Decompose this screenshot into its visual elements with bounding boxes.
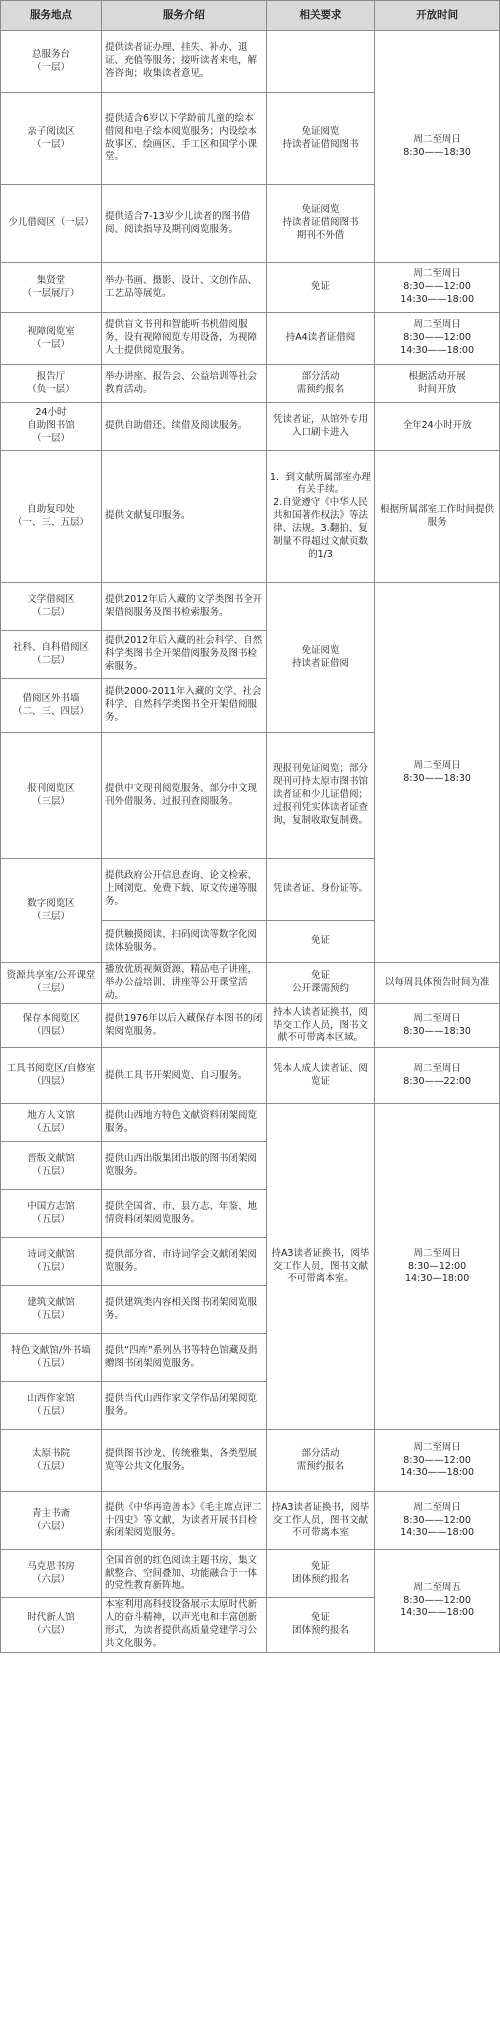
location-cell: 地方人文馆 （五层） <box>1 1104 102 1142</box>
location-cell: 中国方志馆 （五层） <box>1 1190 102 1238</box>
table-row <box>1 31 500 93</box>
requirements-cell: 免证 团体预约报名 <box>266 1550 375 1598</box>
location-cell: 集贤堂 （一层展厅） <box>1 263 102 313</box>
opening-hours-cell: 全年24小时开放 <box>375 403 500 451</box>
requirements-cell: 免证阅览 持读者证借阅 <box>266 583 375 733</box>
opening-hours-cell: 根据活动开展 时间开放 <box>375 365 500 403</box>
opening-hours-cell: 周二至周五 8:30——12:00 14:30——18:00 <box>375 1550 500 1652</box>
table-row <box>1 365 500 403</box>
service-description-cell: 提供建筑类内容相关图书闭架阅览服务。 <box>102 1286 267 1334</box>
location-cell: 社科、自科借阅区 （二层） <box>1 631 102 679</box>
location-cell: 自助复印处 （一、三、五层） <box>1 451 102 583</box>
table-row <box>1 1004 500 1048</box>
opening-hours-cell: 周二至周日 8:30——12:00 14:30——18:00 <box>375 313 500 365</box>
service-description-cell: 提供触摸阅读、扫码阅读等数字化阅读体验服务。 <box>102 921 267 963</box>
service-description-cell: 播放优质视频资源、精品电子讲座，举办公益培训、讲座等公开课堂活动。 <box>102 963 267 1004</box>
requirements-cell: 凭本人成人读者证、阅览证 <box>266 1048 375 1104</box>
opening-hours-cell: 根据所属部室工作时间提供服务 <box>375 451 500 583</box>
service-description-cell: 本室利用高科技设备展示太原时代新人的奋斗精神，以声光电和丰富创新形式，为读者提供高质量党建学习公共文化服务。 <box>102 1598 267 1652</box>
service-description-cell: 提供读者证办理、挂失、补办、退证、充值等服务；接听读者来电，解答咨询；收集读者意见。 <box>102 31 267 93</box>
service-description-cell: 提供山西地方特色文献资料闭架阅览服务。 <box>102 1104 267 1142</box>
service-description-cell: 提供文献复印服务。 <box>102 451 267 583</box>
table-row <box>1 1430 500 1492</box>
opening-hours-cell: 周二至周日 8:30——12:00 14:30——18:00 <box>375 263 500 313</box>
location-cell: 数字阅览区 （三层） <box>1 859 102 963</box>
service-description-cell: 提供“四库”系列丛书等特色馆藏及捐赠图书闭架阅览服务。 <box>102 1334 267 1382</box>
opening-hours-cell: 周二至周日 8:30——18:30 <box>375 31 500 263</box>
table-row <box>1 1550 500 1598</box>
opening-hours-cell: 以每周具体预告时间为准 <box>375 963 500 1004</box>
location-cell: 24小时 自助图书馆 （一层） <box>1 403 102 451</box>
opening-hours-cell: 周二至周日 8:30—12:00 14:30—18:00 <box>375 1104 500 1430</box>
service-description-cell: 提供自助借还、续借及阅读服务。 <box>102 403 267 451</box>
requirements-cell: 1．到文献所属部室办理有关手续。 2.自觉遵守《中华人民共和国著作权法》等法律、法规。3.翻拍、复制量不得超过文献页数的1/3 <box>266 451 375 583</box>
opening-hours-cell: 周二至周日 8:30——18:30 <box>375 1004 500 1048</box>
requirements-cell: 免证阅览 持读者证借阅图书 期刊不外借 <box>266 185 375 263</box>
service-description-cell: 提供《中华再造善本》《毛主席点评二十四史》等文献，为读者开展书目检索闭架阅览服务。 <box>102 1492 267 1550</box>
location-cell: 保存本阅览区 （四层） <box>1 1004 102 1048</box>
table-row <box>1 403 500 451</box>
location-cell: 文学借阅区 （二层） <box>1 583 102 631</box>
header-row <box>1 1 500 31</box>
service-description-cell: 举办讲座、报告会、公益培训等社会教育活动。 <box>102 365 267 403</box>
opening-hours-cell: 周二至周日 8:30——18:30 <box>375 583 500 963</box>
opening-hours-cell: 周二至周日 8:30——22:00 <box>375 1048 500 1104</box>
requirements-cell: 免证 <box>266 263 375 313</box>
location-cell: 太原书院 （五层） <box>1 1430 102 1492</box>
table-row <box>1 963 500 1004</box>
location-cell: 亲子阅读区 （一层） <box>1 93 102 185</box>
service-description-cell: 举办书画、摄影、设计、文创作品、工艺品等展览。 <box>102 263 267 313</box>
location-cell: 报刊阅览区 （三层） <box>1 733 102 859</box>
location-cell: 诗词文献馆 （五层） <box>1 1238 102 1286</box>
service-description-cell: 提供中文现刊阅览服务、部分中文现刊外借服务、过报刊查阅服务。 <box>102 733 267 859</box>
requirements-cell: 持A3读者证换书，阅毕交工作人员，图书文献不可带离本室。 <box>266 1104 375 1430</box>
header-requirements: 相关要求 <box>266 1 375 31</box>
location-cell: 时代新人馆 （六层） <box>1 1598 102 1652</box>
requirements-cell: 部分活动 需预约报名 <box>266 1430 375 1492</box>
table-header <box>1 1 500 31</box>
service-description-cell: 提供盲文书刊和智能听书机借阅服务，设有视障阅览专用设备，为视障人士提供阅览服务。 <box>102 313 267 365</box>
table-body <box>1 31 500 1653</box>
opening-hours-cell: 周二至周日 8:30——12:00 14:30——18:00 <box>375 1430 500 1492</box>
service-description-cell: 提供1976年以后入藏保存本图书的闭架阅览服务。 <box>102 1004 267 1048</box>
service-description-cell: 提供工具书开架阅览、自习服务。 <box>102 1048 267 1104</box>
requirements-cell <box>266 31 375 93</box>
location-cell: 特色文献馆/外书墙 （五层） <box>1 1334 102 1382</box>
location-cell: 报告厅 （负一层） <box>1 365 102 403</box>
service-description-cell: 提供全国省、市、县方志、年鉴、地情资料闭架阅览服务。 <box>102 1190 267 1238</box>
header-service: 服务介绍 <box>102 1 267 31</box>
location-cell: 资源共享室/公开课堂 （三层） <box>1 963 102 1004</box>
location-cell: 晋版文献馆 （五层） <box>1 1142 102 1190</box>
table-row <box>1 1104 500 1142</box>
location-cell: 视障阅览室 （一层） <box>1 313 102 365</box>
service-description-cell: 提供政府公开信息查询、论文检索、上网浏览、免费下载、原文传递等服务。 <box>102 859 267 921</box>
service-description-cell: 全国首创的红色阅读主题书房，集文献整合、空间叠加、功能融合于一体的党性教育新阵地。 <box>102 1550 267 1598</box>
service-description-cell: 提供适合7-13岁少儿读者的图书借阅、阅读指导及期刊阅览服务。 <box>102 185 267 263</box>
requirements-cell: 持A4读者证借阅 <box>266 313 375 365</box>
location-cell: 工具书阅览区/自修室 （四层） <box>1 1048 102 1104</box>
requirements-cell: 部分活动 需预约报名 <box>266 365 375 403</box>
table-row <box>1 451 500 583</box>
requirements-cell: 现报刊免证阅览；部分现刊可持太原市图书馆读者证和少儿证借阅；过报刊凭实体读者证查询，复制收取复制费。 <box>266 733 375 859</box>
table-row <box>1 1492 500 1550</box>
location-cell: 山西作家馆 （五层） <box>1 1382 102 1430</box>
location-cell: 马克思书房 （六层） <box>1 1550 102 1598</box>
table-row <box>1 1048 500 1104</box>
service-description-cell: 提供山西出版集团出版的图书闭架阅览服务。 <box>102 1142 267 1190</box>
location-cell: 建筑文献馆 （五层） <box>1 1286 102 1334</box>
opening-hours-cell: 周二至周日 8:30——12:00 14:30——18:00 <box>375 1492 500 1550</box>
requirements-cell: 免证 公开课需预约 <box>266 963 375 1004</box>
requirements-cell: 凭读者证，从馆外专用入口刷卡进入 <box>266 403 375 451</box>
table-row <box>1 263 500 313</box>
location-cell: 青主书斋 （六层） <box>1 1492 102 1550</box>
service-description-cell: 提供图书沙龙、传统雅集、各类型展览等公共文化服务。 <box>102 1430 267 1492</box>
service-description-cell: 提供适合6岁以下学龄前儿童的绘本借阅和电子绘本阅览服务；内设绘本故事区、绘画区、手工区和国学小课堂。 <box>102 93 267 185</box>
header-hours: 开放时间 <box>375 1 500 31</box>
table-row <box>1 313 500 365</box>
requirements-cell: 持本人读者证换书，阅毕交工作人员，图书文献不可带离本区域。 <box>266 1004 375 1048</box>
service-description-cell: 提供部分省、市诗词学会文献闭架阅览服务。 <box>102 1238 267 1286</box>
header-location: 服务地点 <box>1 1 102 31</box>
service-description-cell: 提供2012年后入藏的社会科学、自然科学类图书全开架借阅服务及图书检索服务。 <box>102 631 267 679</box>
requirements-cell: 免证 团体预约报名 <box>266 1598 375 1652</box>
location-cell: 少儿借阅区（一层） <box>1 185 102 263</box>
service-description-cell: 提供2000-2011年入藏的文学、社会科学、自然科学类图书全开架借阅服务。 <box>102 679 267 733</box>
requirements-cell: 凭读者证、身份证等。 <box>266 859 375 921</box>
service-description-cell: 提供2012年后入藏的文学类图书全开架借阅服务及图书检索服务。 <box>102 583 267 631</box>
requirements-cell: 免证 <box>266 921 375 963</box>
table-row <box>1 583 500 631</box>
requirements-cell: 免证阅览 持读者证借阅图书 <box>266 93 375 185</box>
location-cell: 借阅区外书墙 （二、三、四层） <box>1 679 102 733</box>
requirements-cell: 持A3读者证换书，阅毕交工作人员，图书文献不可带离本室 <box>266 1492 375 1550</box>
location-cell: 总服务台 （一层） <box>1 31 102 93</box>
service-description-cell: 提供当代山西作家文学作品闭架阅览服务。 <box>102 1382 267 1430</box>
